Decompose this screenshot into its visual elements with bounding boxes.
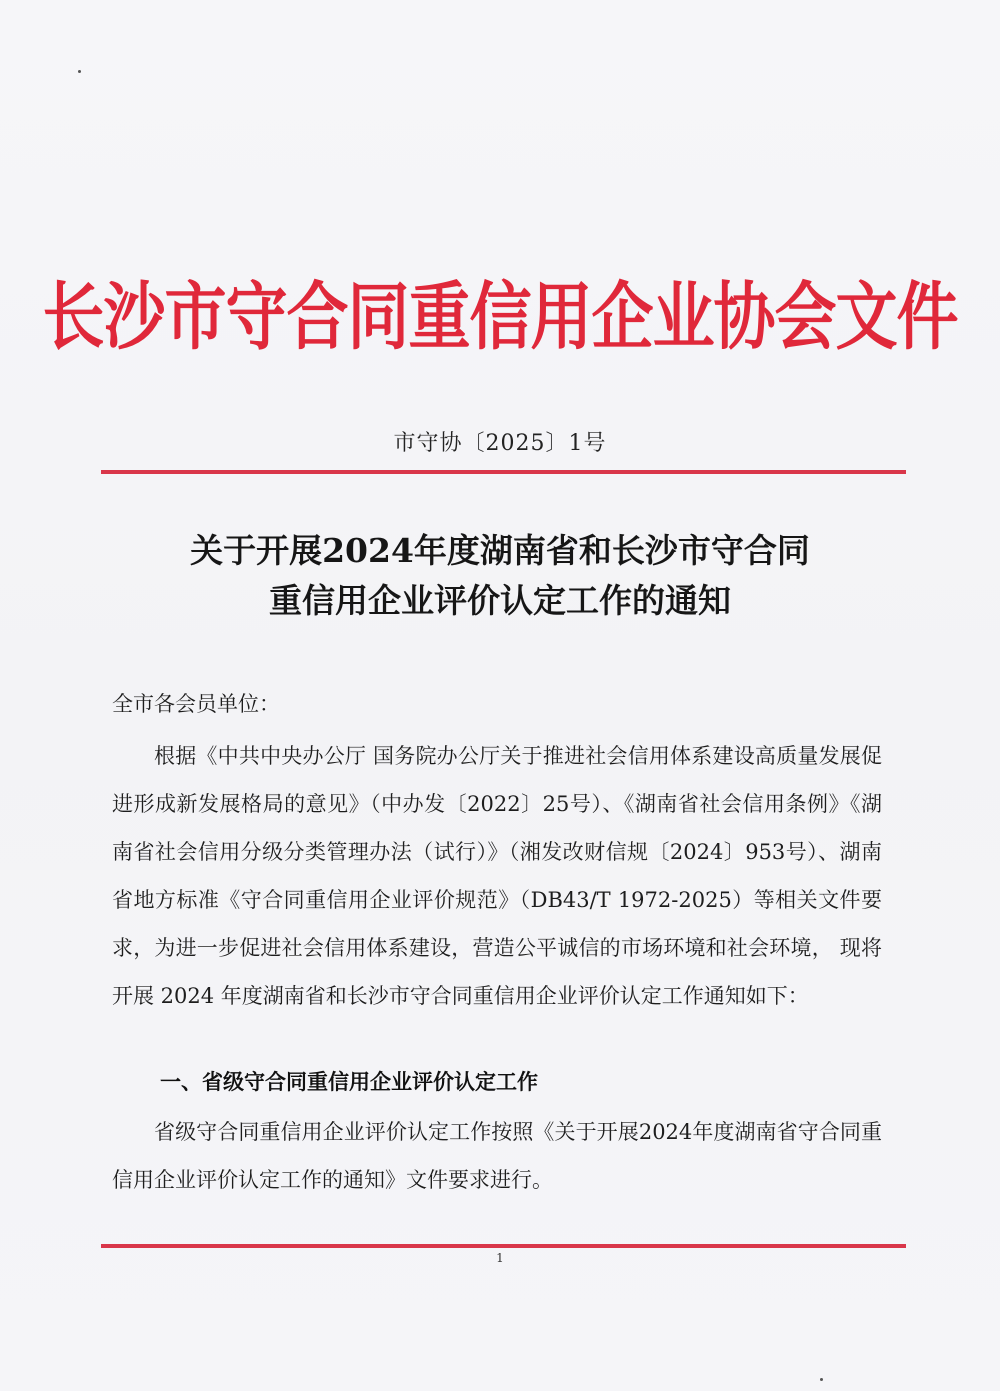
notice-title: [0, 526, 1000, 626]
organization-header-title: 长沙市守合同重信用企业协会文件: [42, 273, 958, 360]
section-heading-1: 一、省级守合同重信用企业评价认定工作: [160, 1070, 538, 1094]
salutation: 全市各会员单位：: [112, 692, 280, 716]
footer-red-divider: [101, 1244, 906, 1248]
document-number: 市守协〔2025〕1号: [393, 431, 607, 456]
body-paragraph-1: 根据《中共中央办公厅 国务院办公厅关于推进社会信用体系建设高质量发展促进形成新发展格局的意见》（中办发〔2022〕25号）、《湖南省社会信用条例》《湖南省社会信用分级分类管理办法（试行）》（湘发改财信规〔2024〕953号）、湖南省地方标准《守合同重信用企业评价规范》（DB43/T 1972-2025）等相关文件要求，为进一步促进社会信用体系建设，营造公平诚信的市场环境和社会环境， 现将开展 2024 年度湖南省和长沙市守合同重信用企业评价认定工作通知如下：: [112, 744, 882, 1008]
scan-speck: [78, 70, 81, 73]
page-number: 1: [496, 1251, 504, 1265]
scan-speck: [820, 1378, 823, 1381]
body-paragraph-2: 省级守合同重信用企业评价认定工作按照《关于开展2024年度湖南省守合同重信用企业评价认定工作的通知》文件要求进行。: [112, 1120, 882, 1192]
header-red-divider: [101, 470, 906, 474]
notice-title-line-1: 关于开展2024年度湖南省和长沙市守合同: [190, 531, 810, 570]
notice-title-line-2: 重信用企业评价认定工作的通知: [269, 581, 731, 620]
